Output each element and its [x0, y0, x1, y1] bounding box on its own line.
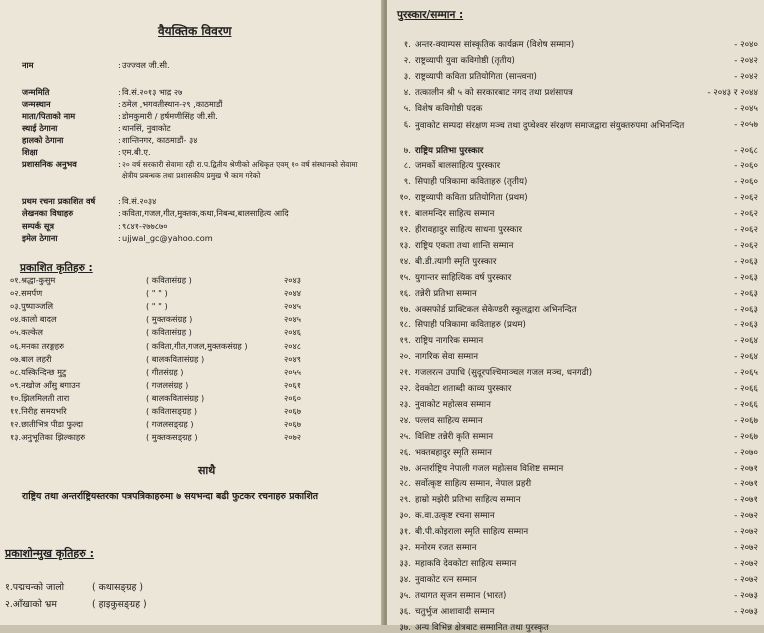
field-colon: : [118, 87, 121, 97]
personal-field-label: स्थाई ठेगाना [22, 123, 58, 133]
published-work-year: २०४५ [284, 314, 302, 325]
award-name: नागरिक सेवा सम्मान [415, 352, 478, 363]
award-year: - २०६२ [734, 240, 758, 251]
award-year: - २०६३ [734, 320, 758, 331]
published-work-name: ०५.कल्केल [10, 327, 43, 338]
award-name: नुवाकोट महोत्सव सम्मान [415, 399, 491, 410]
award-name: राष्ट्रिय एकता तथा शान्ति सम्मान [415, 240, 514, 251]
award-year: - २०६३ [734, 256, 758, 267]
award-name: राष्ट्रव्यापी कविता प्रतियोगिता (सान्त्वना) [415, 71, 537, 82]
award-name: बी.पी.कोइराला स्मृति साहित्य सम्मान [415, 527, 529, 538]
award-number: ३१. [399, 527, 411, 538]
field-colon: : [118, 123, 121, 133]
award-name: तथागत सृजन सम्मान (भारत) [415, 590, 507, 601]
award-number: १. [403, 40, 411, 50]
award-year: - २०६२ [734, 209, 758, 220]
field-colon: : [118, 99, 121, 109]
award-year: - २०७१ [734, 495, 758, 506]
published-work-year: २०६७ [284, 406, 302, 416]
award-number: ८. [403, 161, 411, 172]
award-number: ११. [399, 209, 411, 220]
award-name: विशेष कविगोष्ठी पदक [415, 103, 483, 114]
upcoming-work-row [0, 597, 384, 609]
award-name: सिपाही पत्रिकामा कविताहरु (तृतीय) [415, 177, 528, 188]
personal-field-value: कविता,गजल,गीत,मुक्तक,कथा,निबन्ध,बालसाहित्य आदि [122, 208, 289, 218]
published-work-type: ( कवितासङ्ग्रह ) [146, 406, 198, 416]
award-name: महाकवि देवकोटा साहित्य सम्मान [415, 558, 517, 569]
award-number: ६. [403, 119, 411, 130]
award-year: - २०७१ [734, 463, 758, 474]
award-number: २८. [399, 479, 411, 490]
personal-field-value: ठमेल ,भगवतीस्थान-२९ ,काठमाडौं [122, 99, 223, 109]
award-name: बालमन्दिर साहित्य सम्मान [415, 209, 495, 220]
field-colon: : [118, 147, 121, 157]
published-work-type: ( कविता,गीत,गजल,मुक्तकसंग्रह ) [146, 340, 248, 351]
published-work-type: ( कवितासंग्रह ) [146, 275, 192, 285]
personal-field-value: ९८४१-२७७८७० [122, 221, 168, 231]
award-number: ३२. [399, 543, 411, 553]
published-work-type: ( " " ) [146, 288, 168, 299]
award-number: २९. [399, 495, 411, 506]
upcoming-work-type: ( हाइकुसङ्ग्रह ) [92, 599, 147, 610]
upcoming-work-name: १.पद्मचन्को जालो [5, 582, 65, 593]
personal-field-value: शान्तिनगर, काठमाडौं- ३४ [122, 135, 198, 145]
award-number: २. [403, 55, 411, 66]
award-name: अक्सफोर्ड प्राक्टिकल सेकेण्डरी स्कूलद्वारा अभिनन्दित [415, 304, 577, 315]
award-year: - २०७२ [734, 527, 758, 538]
published-work-year: २०४६ [284, 327, 302, 338]
upcoming-work-type: ( कथासङ्ग्रह ) [92, 582, 144, 593]
award-number: १८. [399, 320, 411, 331]
award-name: राष्ट्रिय नागरिक सम्मान [415, 336, 484, 347]
personal-field-value: वि.सं.२०३४ [122, 196, 157, 206]
personal-field-label: सम्पर्क सूत्र [22, 221, 54, 231]
award-year: - २०६२ [734, 193, 758, 204]
award-year: - २०५७ [734, 119, 758, 130]
published-work-type: ( बालकवितासंग्रह ) [146, 392, 205, 403]
award-number: २३. [399, 399, 411, 410]
upcoming-title: प्रकाशोन्मुख कृतिहरु : [5, 547, 95, 560]
award-number: १७. [399, 304, 411, 315]
award-year: - २०४५ [734, 103, 758, 114]
award-name: अन्तर-क्याम्पस सांस्कृतिक कार्यक्रम (विशेष सम्मान) [415, 40, 575, 50]
award-name: अन्य विभिन्न क्षेत्रबाट सम्मानित तथा पुरस्कृत [415, 622, 549, 633]
published-work-year: २०४३ [284, 275, 302, 285]
published-work-name: ०२.समर्पण [10, 288, 43, 299]
award-year: - २०६७ [734, 415, 758, 426]
personal-field-value: २० वर्ष सरकारी सेवामा रही रा.प.द्वितीय श्रेणीको अधिकृत एवम् १० वर्ष संस्थानको सेवामा क्षेत्रीय प्रबन्धक तथा प्रशासकीय प्रमुख भै काम गरेको [122, 160, 358, 180]
award-name: राष्ट्रव्यापी युवा कविगोष्ठी (तृतीय) [415, 55, 515, 66]
award-name: देवकोटा शताब्दी काव्य पुरस्कार [415, 384, 512, 394]
award-number: ३६. [399, 606, 411, 617]
field-colon: : [118, 196, 121, 206]
award-year: - २०४२ [734, 71, 758, 82]
award-name: सर्वोत्कृष्ट साहित्य सम्मान, नेपाल प्रहरी [415, 479, 532, 490]
award-name: तत्कालीन श्री ५ को सरकारबाट नगद तथा प्रशंसापत्र [415, 87, 573, 98]
award-number: २०. [399, 352, 411, 363]
personal-field-value: वि.सं.२०१३ भाद्र २७ [122, 87, 183, 97]
personal-title: वैयक्तिक विवरण [158, 24, 232, 38]
personal-field-label: हालको ठेगाना [22, 135, 64, 145]
published-work-type: ( गजलसंग्रह ) [146, 379, 189, 390]
award-number: १३. [399, 240, 411, 251]
award-name: चतुर्भुज आशावादी सम्मान [415, 606, 495, 617]
personal-field-label: इमेल ठेगाना [22, 233, 58, 243]
published-work-name: ११.निरीह समयभरि [10, 406, 67, 416]
award-number: २१. [399, 368, 411, 379]
award-number: २५. [399, 431, 411, 442]
award-year: - २०६७ [734, 431, 758, 442]
award-name: मनोरम रजत सम्मान [415, 543, 477, 553]
personal-field-label: प्रशासनिक अनुभव [22, 159, 77, 169]
field-colon: : [118, 208, 121, 218]
personal-field-value: ujjwal_gc@yahoo.com [122, 233, 213, 243]
award-year: - २०४० [734, 40, 758, 50]
award-year: - २०७२ [734, 511, 758, 522]
award-name: बी.डी.त्यागी स्मृति पुरस्कार [415, 256, 497, 267]
award-year: - २०६५ [734, 368, 758, 379]
published-work-name: ०१.श्रद्धा-कुसुम [10, 275, 56, 285]
published-work-year: २०७२ [284, 432, 302, 443]
published-work-year: २०६७ [284, 419, 302, 430]
award-number: १४. [399, 256, 411, 267]
award-name: गजलरत्न उपाधि (सुदूरपश्चिमाञ्चल गजल मञ्च, धनगढी) [415, 368, 593, 379]
field-colon: : [118, 111, 121, 121]
award-number: ३. [403, 71, 411, 82]
award-year: - २०७३ [734, 606, 758, 617]
published-work-name: ०६.मनका तरङ्गहरु [10, 340, 65, 351]
published-work-type: ( मुक्तकसङ्ग्रह ) [146, 432, 198, 443]
published-work-name: ०४.कालो बादल [10, 314, 57, 325]
award-name: राष्ट्रव्यापी कविता प्रतियोगिता (प्रथम) [415, 193, 528, 204]
award-year: - २०६३ [734, 272, 758, 283]
award-year: - २०७० [734, 447, 758, 458]
published-work-year: २०४८ [284, 340, 302, 351]
right-page [387, 0, 764, 633]
personal-field-label: प्रथम रचना प्रकाशित वर्ष [22, 196, 96, 206]
award-name: जमर्को बालसाहित्य पुरस्कार [415, 161, 501, 172]
award-number: १२. [399, 225, 411, 235]
sathe-title: साथै [198, 464, 216, 477]
published-title: प्रकाशित कृतिहरु : [20, 262, 93, 274]
award-number: २४. [399, 415, 411, 426]
award-name: भक्तबहादुर स्मृति सम्मान [415, 447, 492, 458]
award-year: - २०६४ [734, 352, 758, 363]
published-work-type: ( " " ) [146, 301, 168, 312]
awards-title: पुरस्कार/सम्मान : [397, 9, 464, 21]
award-year: - २०७१ [734, 479, 758, 490]
left-page [0, 0, 384, 625]
award-number: ३५. [399, 590, 411, 601]
award-number: ५. [403, 103, 411, 114]
award-name: नुवाकोट रत्न सम्मान [415, 574, 477, 585]
published-work-year: २०६१ [284, 379, 302, 390]
upcoming-work-row [0, 580, 384, 592]
personal-field-label: लेखनका विधाहरु [22, 208, 74, 218]
award-name: राष्ट्रिय प्रतिभा पुरस्कार [415, 145, 484, 156]
published-work-type: ( मुक्तकसंग्रह ) [146, 314, 193, 325]
published-work-type: ( कवितासंग्रह ) [146, 327, 192, 338]
published-work-year: २०६० [284, 392, 302, 403]
award-number: ३३. [399, 558, 411, 569]
published-work-type: ( गीतसंग्रह ) [146, 366, 184, 377]
award-year: - २०६३ [734, 304, 758, 315]
personal-field-value: उज्ज्वल जी.सी. [122, 60, 170, 70]
award-year: - २०६० [734, 177, 758, 188]
award-year: - २०६८ [734, 145, 758, 156]
published-work-type: ( गजलसङ्ग्रह ) [146, 419, 194, 430]
published-work-year: २०४५ [284, 301, 302, 312]
award-name: सिपाही पत्रिकामा कविताहरु (प्रथम) [415, 320, 526, 331]
award-name: हाम्रो मझेरी प्रतिभा साहित्य सम्मान [415, 495, 521, 506]
personal-field-value: एम.बी.ए. [122, 147, 151, 157]
award-year: - २०७२ [734, 574, 758, 585]
award-name: अन्तर्राष्ट्रिय नेपाली गजल महोत्सव विशिष्ट सम्मान [415, 463, 564, 474]
award-year: - २०६४ [734, 336, 758, 347]
award-year: - २०६६ [734, 399, 758, 410]
award-name: विशिष्ट तन्नेरी कृति सम्मान [415, 431, 494, 442]
field-colon: : [118, 233, 121, 243]
award-name: तन्नेरी प्रतिभा सम्मान [415, 288, 477, 299]
personal-field-label: शिक्षा [22, 147, 38, 157]
published-work-year: २०४४ [284, 288, 302, 299]
award-year: - २०६० [734, 161, 758, 172]
award-year: - २०७२ [734, 558, 758, 569]
award-year: - २०४२ [734, 55, 758, 66]
published-work-name: ०९.नखोज आँसु बगाउन [10, 379, 81, 390]
award-name: पल्लव साहित्य सम्मान [415, 415, 483, 426]
field-colon: : [118, 135, 121, 145]
published-work-name: १०.झिलमिलती तारा [10, 392, 70, 403]
award-number: १६. [399, 288, 411, 299]
personal-field-label: माता/पिताको नाम [22, 111, 76, 121]
award-name: नुवाकोट सम्पदा संरक्षण मञ्च तथा दुप्चेश्वर संरक्षण समाजद्वारा संयुक्तरुपमा अभिनन्दित [415, 120, 685, 131]
published-work-name: ०७.बाल लहरी [10, 353, 52, 364]
published-work-name: १२.छातीभित्र पीडा फुल्दा [10, 419, 83, 430]
award-number: ३४. [399, 574, 411, 585]
published-work-type: ( बालकवितासंग्रह ) [146, 353, 205, 364]
award-year: - २०७२ [734, 543, 758, 553]
published-work-name: ०८.यस्किन्दिन्छ मुटु [10, 366, 67, 377]
award-number: २२. [399, 384, 411, 394]
award-number: १९. [399, 336, 411, 347]
award-number: ३०. [399, 511, 411, 522]
personal-field-label: नाम [22, 60, 34, 70]
award-number: १०. [399, 193, 411, 204]
personal-field-value: डोमकुमारी / हर्षमणीसिंह जी.सी. [122, 111, 218, 121]
field-colon: : [118, 60, 121, 70]
award-name: युगान्तर साहित्यिक वर्ष पुरस्कार [415, 272, 512, 283]
published-work-name: ०३.पुष्पाञ्जलि [10, 301, 54, 312]
award-name: क.वा.उत्कृष्ट रचना सम्मान [415, 511, 495, 522]
personal-field-label: जन्मस्थान [22, 99, 51, 109]
field-colon: : [118, 221, 121, 231]
award-number: १५. [399, 272, 411, 283]
award-number: ४. [403, 87, 411, 98]
award-year: - २०७३ [734, 590, 758, 601]
published-work-year: २०४९ [284, 353, 302, 364]
award-year: - २०६२ [734, 225, 758, 235]
sathe-note: राष्ट्रिय तथा अन्तर्राष्ट्रियस्तरका पत्रपत्रिकाहरुमा ७ सयभन्दा बढी फुटकर रचनाहरु प्रकाशित [22, 491, 319, 502]
published-work-name: १३.अनुभूतिका झिल्काहरु [10, 432, 86, 443]
personal-field-label: जन्ममिति [22, 87, 50, 97]
upcoming-work-name: २.आँखाको भ्रम [5, 599, 57, 610]
award-name: हीरावहादुर साहित्य साधना पुरस्कार [415, 225, 523, 235]
award-number: २६. [399, 447, 411, 458]
personal-field-value: थानसिं, नुवाकोट [122, 123, 171, 133]
award-year: - २०४३ र २०४४ [707, 87, 758, 98]
field-colon: : [118, 159, 121, 169]
award-number: ७. [403, 145, 411, 156]
award-number: ९. [403, 177, 411, 188]
award-number: २७. [399, 463, 411, 474]
award-number: ३७. [399, 622, 411, 633]
published-work-year: २०५५ [284, 366, 302, 377]
award-year: - २०६३ [734, 288, 758, 299]
award-year: - २०६६ [734, 384, 758, 394]
